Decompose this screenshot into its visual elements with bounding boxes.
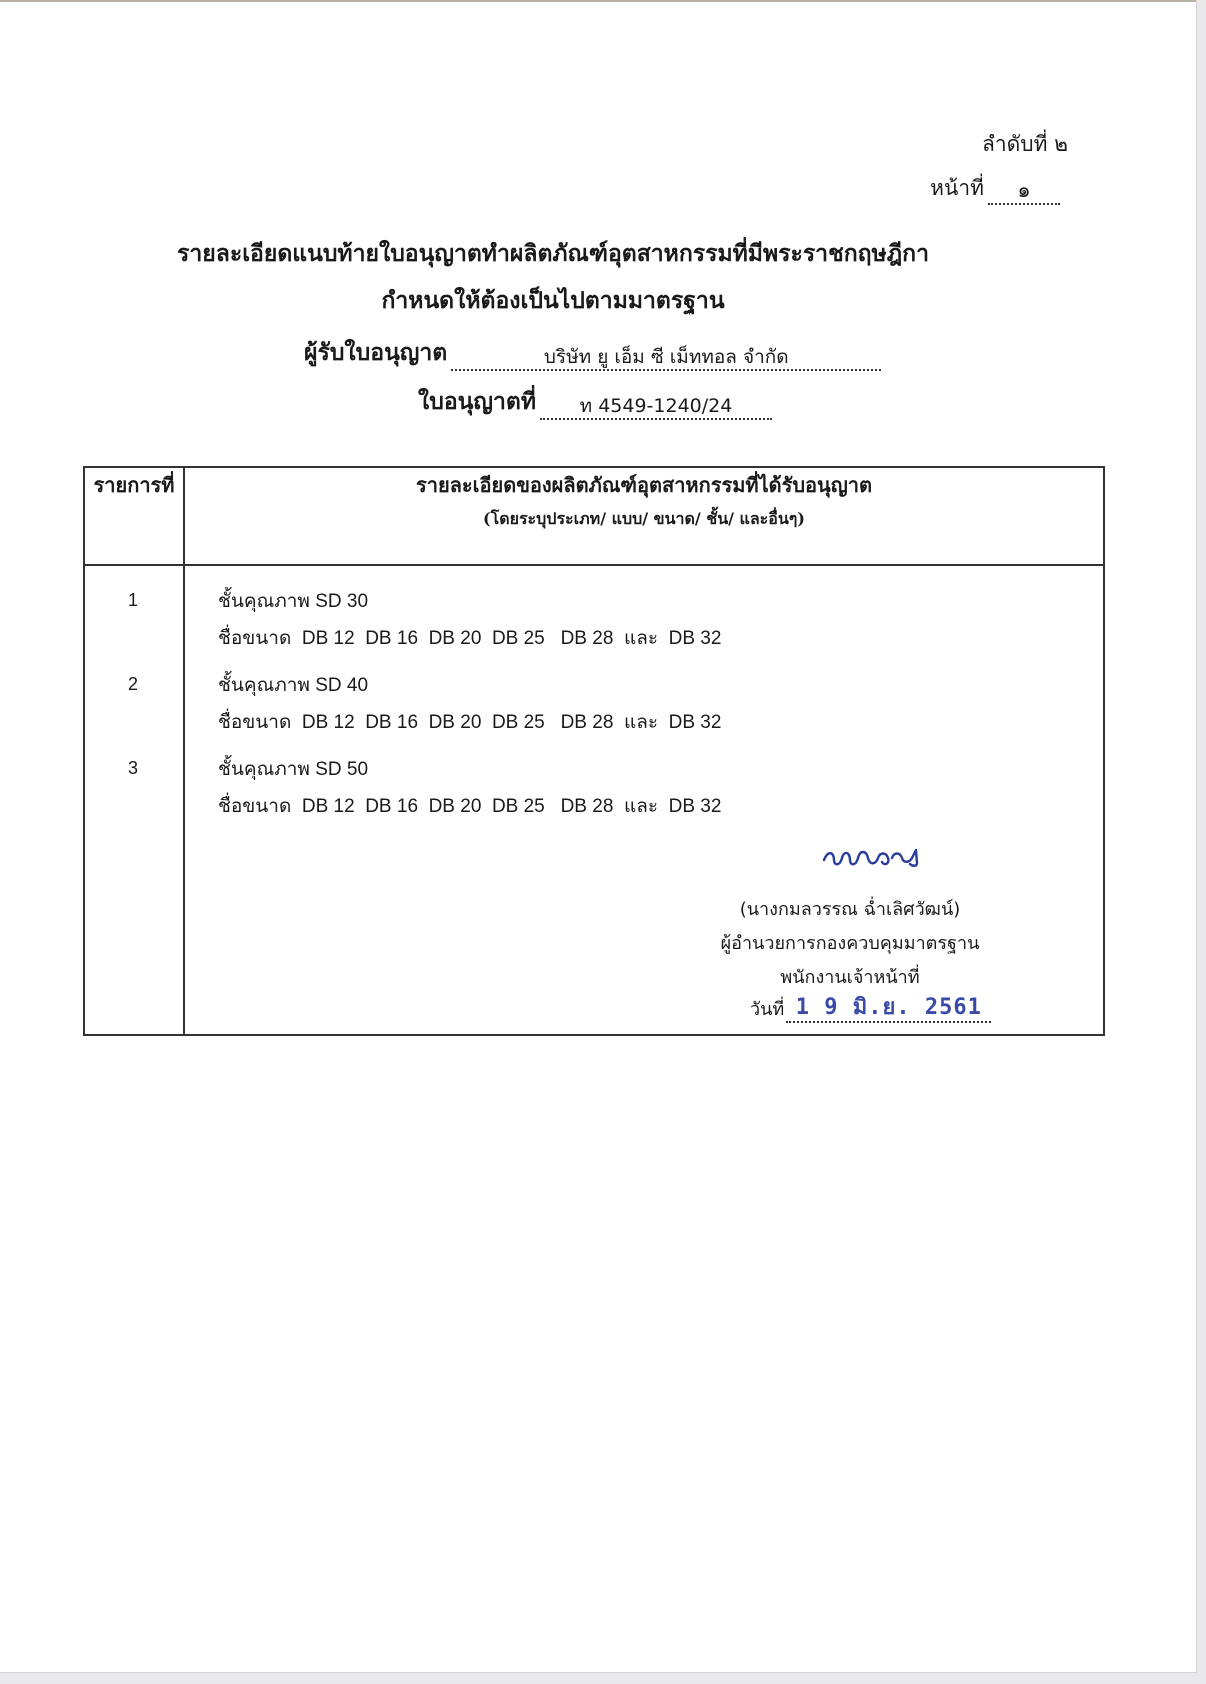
- page-top-rule: [0, 0, 1196, 2]
- item-grade: ชั้นคุณภาพ SD 40: [218, 675, 369, 696]
- signatory-position: ผู้อำนวยการกองควบคุมมาตรฐาน: [720, 933, 980, 954]
- document-title-line-1: รายละเอียดแนบท้ายใบอนุญาตทำผลิตภัณฑ์อุตสาหกรรมที่มีพระราชกฤษฎีกา: [177, 240, 929, 267]
- detail-header: [184, 467, 1104, 565]
- item-number-header: รายการที่: [84, 467, 184, 565]
- license-number-value: ท 4549-1240/24: [540, 396, 772, 420]
- licensee-label: ผู้รับใบอนุญาต: [304, 339, 448, 366]
- page-label: หน้าที่: [930, 176, 984, 200]
- licensee-value: บริษัท ยู เอ็ม ซี เม็ททอล จำกัด: [451, 347, 881, 371]
- signatory-role: พนักงานเจ้าหน้าที่: [780, 967, 920, 988]
- item-number: 3: [127, 758, 138, 778]
- item-grade: ชั้นคุณภาพ SD 30: [218, 591, 369, 612]
- page-number: ๑: [988, 179, 1060, 205]
- item-number-column: [84, 565, 184, 1035]
- date-label: วันที่: [750, 999, 785, 1020]
- detail-header-title: รายละเอียดของผลิตภัณฑ์อุตสาหกรรมที่ได้รับอนุญาต: [415, 473, 872, 497]
- signatory-name: (นางกมลวรรณ ฉ่ำเลิศวัฒน์): [739, 899, 961, 920]
- sequence-number: ลำดับที่ ๒: [982, 132, 1068, 156]
- item-grade: ชั้นคุณภาพ SD 50: [218, 759, 369, 780]
- item-number: 2: [127, 674, 138, 694]
- item-sizes: ชื่อขนาด DB 12 DB 16 DB 20 DB 25 DB 28 และ DB 32: [218, 796, 722, 817]
- signature-date-line: [750, 994, 991, 1023]
- date-stamp: 1 9 มิ.ย. 2561: [786, 996, 991, 1023]
- table-header-row: [84, 467, 1104, 565]
- license-number-field: [418, 384, 772, 420]
- item-sizes: ชื่อขนาด DB 12 DB 16 DB 20 DB 25 DB 28 และ DB 32: [218, 712, 722, 733]
- item-number: 1: [127, 590, 138, 610]
- item-details-column: [184, 565, 1104, 1035]
- product-details-table: [83, 466, 1105, 1036]
- license-number-label: ใบอนุญาตที่: [418, 388, 536, 415]
- licensee-field: [304, 335, 881, 371]
- item-sizes: ชื่อขนาด DB 12 DB 16 DB 20 DB 25 DB 28 และ DB 32: [218, 628, 722, 649]
- document-title-line-2: กำหนดให้ต้องเป็นไปตามมาตรฐาน: [381, 287, 725, 314]
- page-number-line: [930, 172, 1060, 205]
- table-body-row: [84, 565, 1104, 1035]
- handwritten-signature: [820, 836, 930, 876]
- detail-header-subtitle: (โดยระบุประเภท/ แบบ/ ขนาด/ ชั้น/ และอื่นๆ): [483, 509, 805, 528]
